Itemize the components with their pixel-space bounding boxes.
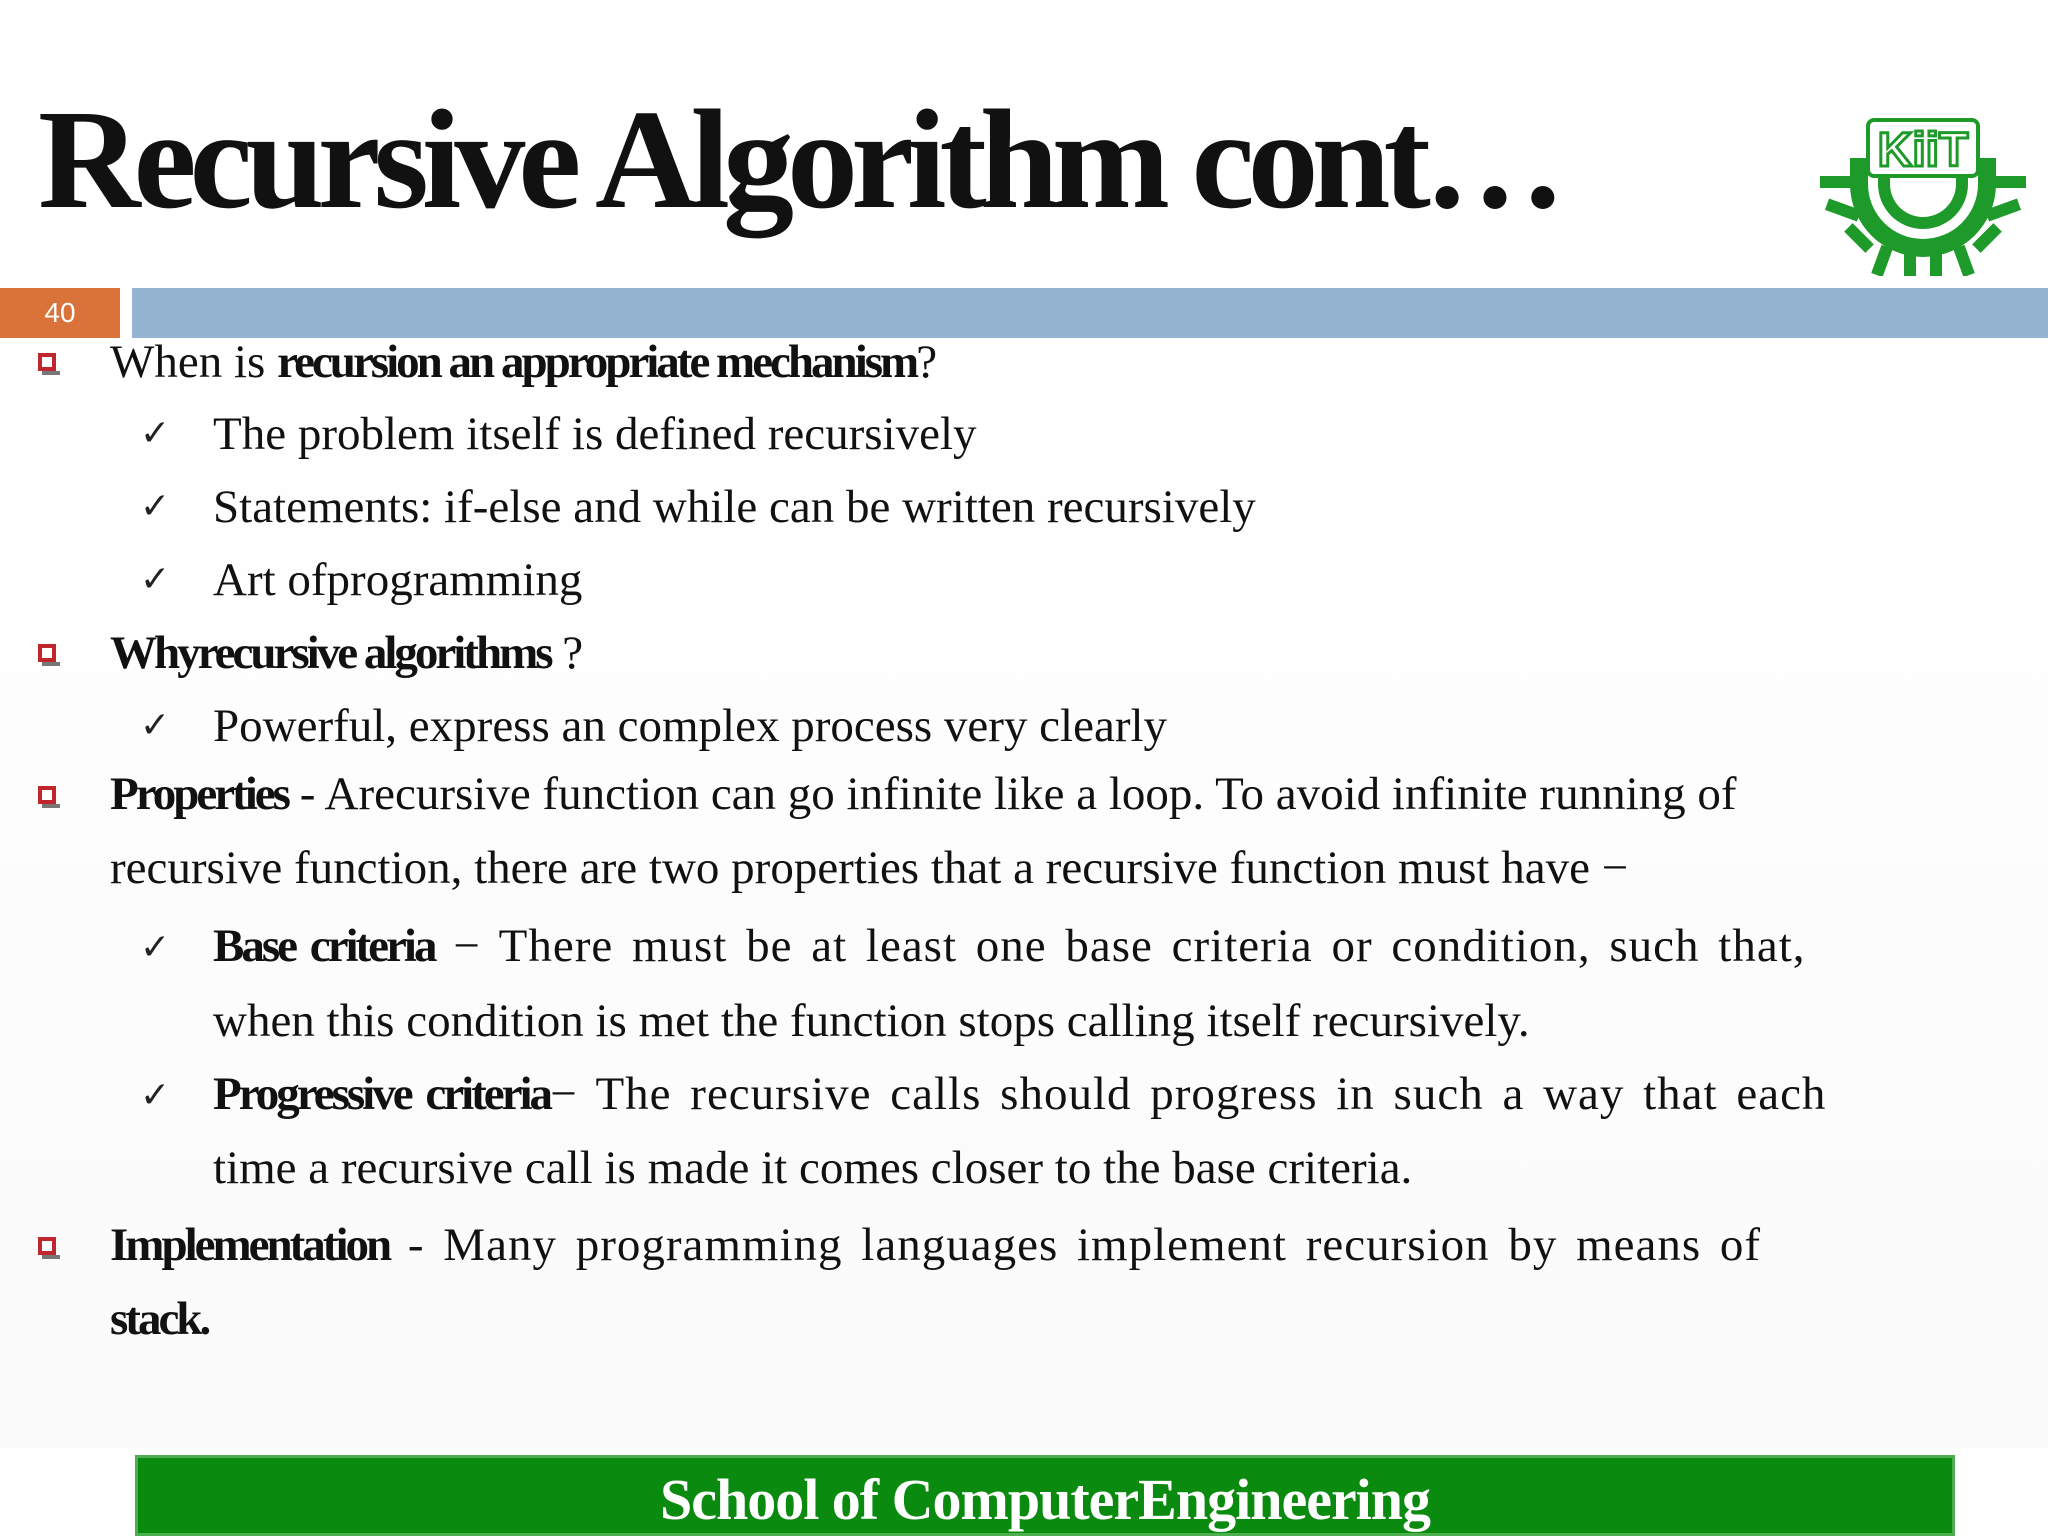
square-bullet-icon <box>38 644 56 662</box>
question-why: Whyrecursive algorithms ? <box>110 627 584 679</box>
logo-text: KiiT <box>1877 124 1969 177</box>
question-when: When is recursion an appropriate mechanism? <box>110 336 938 388</box>
title-band <box>132 288 2048 338</box>
base-criteria-line-2: when this condition is met the function stops calling itself recursively. <box>213 995 1530 1047</box>
properties-line-1: Properties - Arecursive function can go infinite like a loop. To avoid infinite running of <box>110 768 1737 820</box>
check-icon: ✓ <box>140 705 171 746</box>
implementation-line-2: stack. <box>110 1293 209 1345</box>
check-icon: ✓ <box>140 559 171 600</box>
progressive-criteria-line-2: time a recursive call is made it comes closer to the base criteria. <box>213 1142 1413 1194</box>
slide-title: Recursive Algorithm cont… <box>38 80 1559 238</box>
square-bullet-icon <box>38 1237 56 1255</box>
square-bullet-icon <box>38 786 56 804</box>
progressive-criteria-line-1: Progressive criteria− The recursive calls should progress in such a way that each <box>213 1068 1827 1120</box>
check-icon: ✓ <box>140 927 171 968</box>
check-icon: ✓ <box>140 1075 171 1116</box>
list-item: Powerful, express an complex process very clearly <box>213 700 1168 752</box>
properties-line-2: recursive function, there are two properties that a recursive function must have − <box>110 842 1629 894</box>
footer-banner: School of ComputerEngineering <box>135 1455 1955 1536</box>
check-icon: ✓ <box>140 413 171 454</box>
implementation-line-1: Implementation - Many programming languages implement recursion by means of <box>110 1219 1762 1271</box>
check-icon: ✓ <box>140 486 171 527</box>
square-bullet-icon <box>38 353 56 371</box>
list-item: Statements: if-else and while can be written recursively <box>213 481 1256 533</box>
slide-number: 40 <box>0 288 120 338</box>
list-item: Art ofprogramming <box>213 554 583 606</box>
list-item: The problem itself is defined recursively <box>213 408 977 460</box>
kiit-logo <box>1820 118 2026 276</box>
base-criteria-line-1: Base criteria − There must be at least one base criteria or condition, such that, <box>213 920 1806 972</box>
